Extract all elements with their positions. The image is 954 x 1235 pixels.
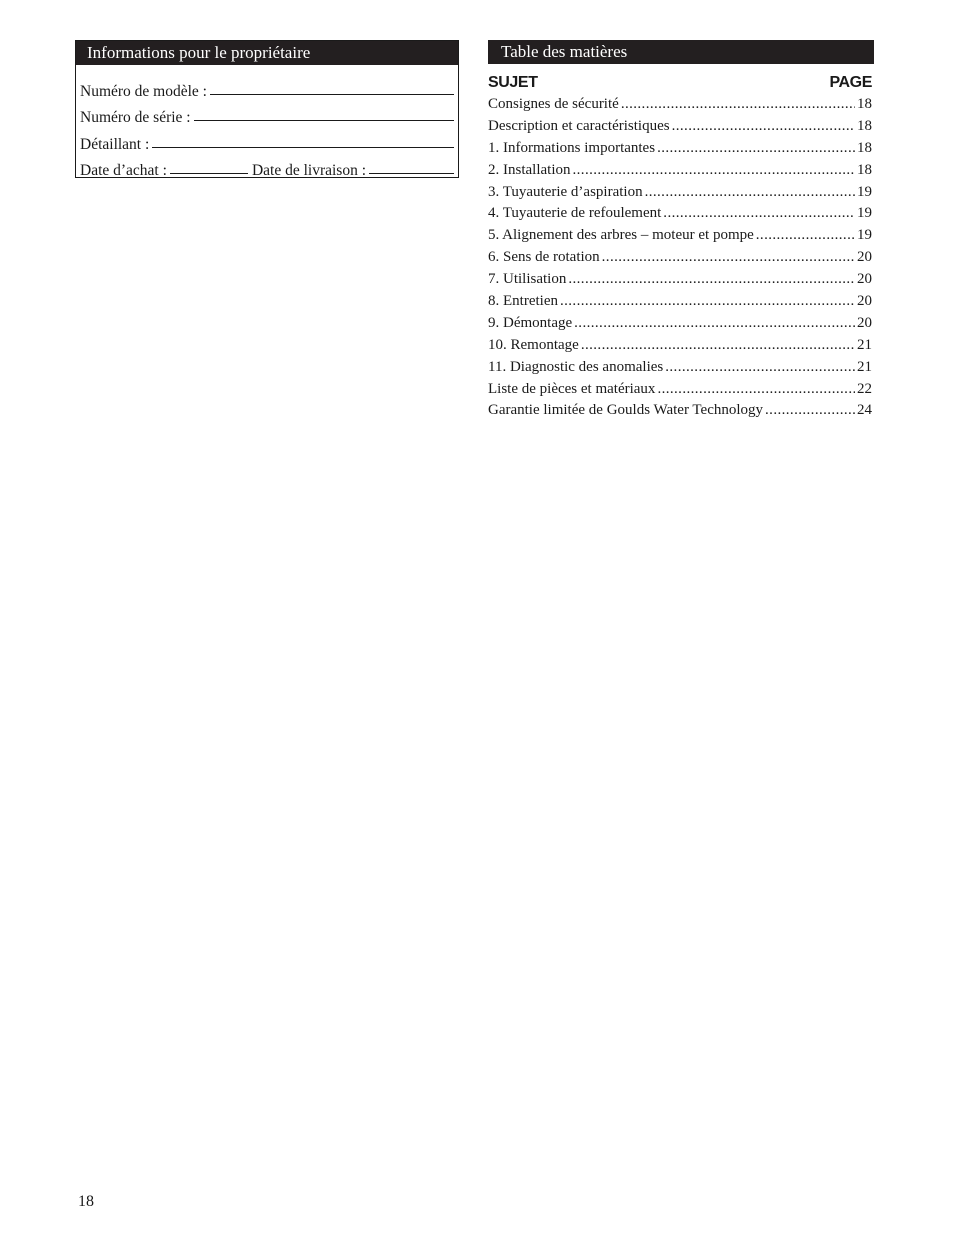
toc-leader-dots xyxy=(602,247,855,269)
toc-title: Table des matières xyxy=(488,40,874,64)
model-number-label: Numéro de modèle : xyxy=(80,82,207,100)
toc-entry-page: 24 xyxy=(857,402,872,419)
toc-entry[interactable] xyxy=(488,203,874,225)
toc-entry-page: 20 xyxy=(857,314,872,331)
dates-row xyxy=(80,154,454,181)
toc-entry[interactable] xyxy=(488,400,874,422)
toc-entry-title: 11. Diagnostic des anomalies xyxy=(488,358,664,375)
toc-entry-title: 1. Informations importantes xyxy=(488,139,656,156)
toc-entry[interactable] xyxy=(488,269,874,291)
toc-entry-title: 4. Tuyauterie de refoulement xyxy=(488,205,662,222)
model-number-row xyxy=(80,74,454,101)
page-number: 18 xyxy=(78,1193,94,1210)
serial-number-field[interactable] xyxy=(194,120,454,121)
toc-leader-dots xyxy=(645,182,855,204)
toc-entry-page: 19 xyxy=(857,183,872,200)
toc-entry[interactable] xyxy=(488,247,874,269)
purchase-date-field[interactable] xyxy=(170,173,248,174)
toc-entry-title: 7. Utilisation xyxy=(488,271,567,288)
dealer-row xyxy=(80,127,454,154)
serial-number-row xyxy=(80,101,454,128)
toc-entry[interactable] xyxy=(488,160,874,182)
table-of-contents xyxy=(488,40,874,422)
toc-entry[interactable] xyxy=(488,182,874,204)
toc-entry-page: 18 xyxy=(857,139,872,156)
toc-entry-title: 3. Tuyauterie d’aspiration xyxy=(488,183,643,200)
toc-entry-page: 21 xyxy=(857,358,872,375)
model-number-field[interactable] xyxy=(210,94,454,95)
toc-entry-page: 22 xyxy=(857,380,872,397)
toc-leader-dots xyxy=(657,379,855,401)
toc-entry-title: 6. Sens de rotation xyxy=(488,249,600,266)
toc-page-header: PAGE xyxy=(829,74,872,91)
toc-entry[interactable] xyxy=(488,335,874,357)
toc-leader-dots xyxy=(560,291,855,313)
toc-subject-header: SUJET xyxy=(488,74,538,91)
toc-list xyxy=(488,94,874,422)
toc-entry[interactable] xyxy=(488,94,874,116)
owner-info-fields xyxy=(76,65,458,180)
toc-leader-dots xyxy=(574,313,855,335)
toc-entry-page: 20 xyxy=(857,293,872,310)
toc-entry-page: 19 xyxy=(857,227,872,244)
toc-leader-dots xyxy=(663,203,855,225)
toc-leader-dots xyxy=(765,400,855,422)
serial-number-label: Numéro de série : xyxy=(80,109,191,126)
toc-leader-dots xyxy=(573,160,856,182)
toc-entry-title: 10. Remontage xyxy=(488,336,579,353)
toc-entry-page: 19 xyxy=(857,205,872,222)
toc-column-headers xyxy=(488,72,874,94)
toc-entry-title: Garantie limitée de Goulds Water Technology xyxy=(488,402,764,419)
delivery-date-label: Date de livraison : xyxy=(251,162,367,179)
owner-info-box xyxy=(75,40,459,178)
toc-entry-page: 18 xyxy=(857,161,872,178)
toc-leader-dots xyxy=(581,335,855,357)
toc-entry-page: 18 xyxy=(857,117,872,134)
toc-entry[interactable] xyxy=(488,379,874,401)
toc-leader-dots xyxy=(657,138,855,160)
toc-entry-title: 2. Installation xyxy=(488,161,571,178)
toc-entry[interactable] xyxy=(488,225,874,247)
toc-entry-title: 8. Entretien xyxy=(488,293,558,310)
toc-entry-title: 9. Démontage xyxy=(488,314,573,331)
toc-entry-page: 21 xyxy=(857,336,872,353)
toc-leader-dots xyxy=(672,116,855,138)
toc-leader-dots xyxy=(568,269,855,291)
toc-leader-dots xyxy=(665,357,855,379)
toc-entry-page: 20 xyxy=(857,249,872,266)
toc-entry[interactable] xyxy=(488,291,874,313)
toc-leader-dots xyxy=(621,94,855,116)
dealer-field[interactable] xyxy=(152,147,454,148)
dealer-label: Détaillant : xyxy=(80,135,150,153)
owner-info-title: Informations pour le propriétaire xyxy=(76,41,458,65)
toc-entry[interactable] xyxy=(488,313,874,335)
toc-entry-title: Description et caractéristiques xyxy=(488,117,670,134)
toc-entry[interactable] xyxy=(488,138,874,160)
toc-entry-title: Consignes de sécurité xyxy=(488,96,619,112)
toc-leader-dots xyxy=(756,225,855,247)
delivery-date-field[interactable] xyxy=(369,173,454,174)
toc-entry[interactable] xyxy=(488,357,874,379)
purchase-date-label: Date d’achat : xyxy=(80,162,167,179)
toc-entry-title: Liste de pièces et matériaux xyxy=(488,380,656,397)
toc-entry-page: 18 xyxy=(857,96,872,112)
toc-entry[interactable] xyxy=(488,116,874,138)
toc-entry-title: 5. Alignement des arbres – moteur et pompe xyxy=(488,227,754,244)
toc-entry-page: 20 xyxy=(857,271,872,288)
